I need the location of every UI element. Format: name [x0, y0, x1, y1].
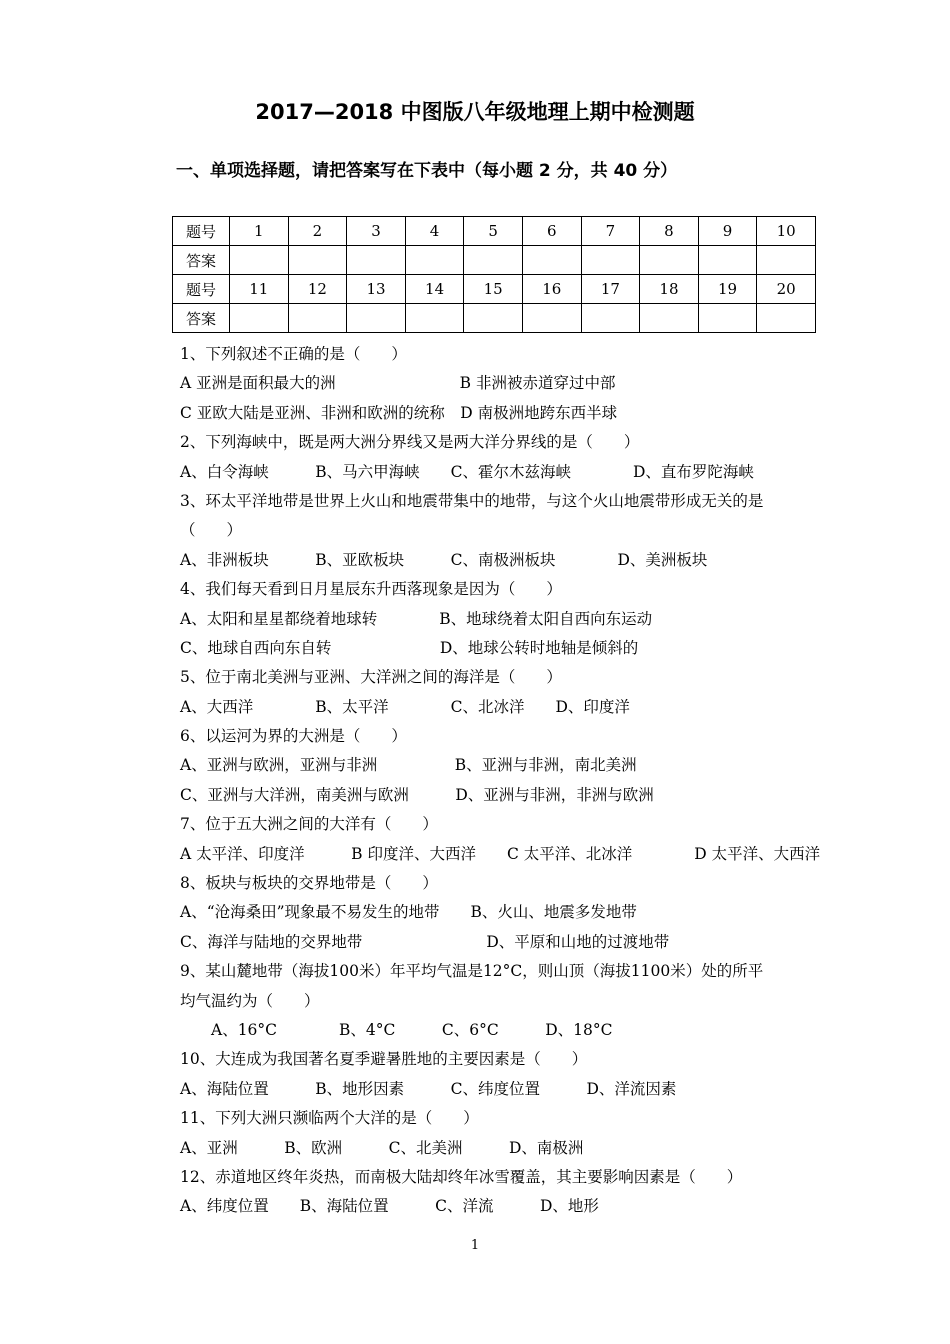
answer-cell[interactable]: [464, 246, 523, 275]
answer-table-row: [173, 246, 816, 275]
question-line: 3、环太平洋地带是世界上火山和地震带集中的地带，与这个火山地震带形成无关的是: [180, 491, 764, 510]
answer-cell[interactable]: [640, 246, 699, 275]
question-line: A、白令海峡 B、马六甲海峡 C、霍尔木兹海峡 D、直布罗陀海峡: [180, 462, 754, 481]
answer-cell[interactable]: [640, 304, 699, 333]
question-line: 6、以运河为界的大洲是（ ）: [180, 727, 407, 746]
answer-cell[interactable]: [230, 304, 289, 333]
question-line: A、亚洲与欧洲，亚洲与非洲 B、亚洲与非洲，南北美洲: [180, 756, 637, 775]
question-line: A、亚洲 B、欧洲 C、北美洲 D、南极洲: [180, 1138, 584, 1157]
question-number-cell: 14: [405, 275, 464, 304]
question-number-cell: 19: [698, 275, 757, 304]
question-line: A、大西洋 B、太平洋 C、北冰洋 D、印度洋: [180, 697, 630, 716]
question-number-cell: 3: [347, 217, 406, 246]
question-list: [180, 340, 820, 1222]
question-line: 4、我们每天看到日月星辰东升西落现象是因为（ ）: [180, 580, 562, 599]
question-number-cell: 10: [757, 217, 816, 246]
answer-cell[interactable]: [698, 246, 757, 275]
answer-cell[interactable]: [581, 246, 640, 275]
question-line: A、纬度位置 B、海陆位置 C、洋流 D、地形: [180, 1197, 599, 1216]
question-number-cell: 20: [757, 275, 816, 304]
answer-cell[interactable]: [522, 304, 581, 333]
answer-cell[interactable]: [288, 246, 347, 275]
question-line: C、地球自西向东自转 D、地球公转时地轴是倾斜的: [180, 638, 639, 657]
answer-table-row: [173, 275, 816, 304]
answer-table-row-label: 答案: [173, 246, 230, 275]
answer-table-row-label: 答案: [173, 304, 230, 333]
answer-cell[interactable]: [698, 304, 757, 333]
question-number-cell: 9: [698, 217, 757, 246]
question-line: A、16°C B、4°C C、6°C D、18°C: [180, 1020, 613, 1039]
question-number-cell: 6: [522, 217, 581, 246]
question-number-cell: 2: [288, 217, 347, 246]
question-number-cell: 1: [230, 217, 289, 246]
page-number: 1: [470, 1238, 480, 1253]
question-line: 8、板块与板块的交界地带是（ ）: [180, 874, 438, 893]
exam-title: 2017—2018 中图版八年级地理上期中检测题: [255, 100, 695, 124]
answer-cell[interactable]: [347, 246, 406, 275]
question-number-cell: 8: [640, 217, 699, 246]
question-line: C、亚洲与大洋洲，南美洲与欧洲 D、亚洲与非洲，非洲与欧洲: [180, 785, 654, 804]
question-number-cell: 4: [405, 217, 464, 246]
question-line: A 亚洲是面积最大的洲 B 非洲被赤道穿过中部: [180, 374, 616, 393]
question-line: A 太平洋、印度洋 B 印度洋、大西洋 C 太平洋、北冰洋 D 太平洋、大西洋: [180, 844, 821, 863]
answer-cell[interactable]: [288, 304, 347, 333]
question-number-cell: 18: [640, 275, 699, 304]
question-line: 7、位于五大洲之间的大洋有（ ）: [180, 815, 438, 834]
question-line: 9、某山麓地带（海拔100米）年平均气温是12°C，则山顶（海拔1100米）处的所平: [180, 962, 764, 981]
question-line: 11、下列大洲只濒临两个大洋的是（ ）: [180, 1109, 479, 1128]
question-number-cell: 15: [464, 275, 523, 304]
question-line: C 亚欧大陆是亚洲、非洲和欧洲的统称 D 南极洲地跨东西半球: [180, 403, 618, 422]
answer-cell[interactable]: [405, 304, 464, 333]
question-line: 1、下列叙述不正确的是（ ）: [180, 345, 407, 363]
answer-table-row-label: 题号: [173, 217, 230, 246]
question-line: （ ）: [180, 521, 243, 540]
question-line: A、“沧海桑田”现象最不易发生的地带 B、火山、地震多发地带: [180, 903, 637, 922]
question-number-cell: 12: [288, 275, 347, 304]
question-number-cell: 5: [464, 217, 523, 246]
question-line: C、海洋与陆地的交界地带 D、平原和山地的过渡地带: [180, 932, 670, 951]
answer-cell[interactable]: [522, 246, 581, 275]
question-line: A、太阳和星星都绕着地球转 B、地球绕着太阳自西向东运动: [180, 609, 653, 628]
answer-table-row-label: 题号: [173, 275, 230, 304]
question-number-cell: 17: [581, 275, 640, 304]
answer-cell[interactable]: [464, 304, 523, 333]
question-line: 均气温约为（ ）: [180, 991, 320, 1010]
question-line: 12、赤道地区终年炎热，而南极大陆却终年冰雪覆盖，其主要影响因素是（ ）: [180, 1167, 743, 1186]
answer-cell[interactable]: [757, 304, 816, 333]
answer-cell[interactable]: [405, 246, 464, 275]
answer-cell[interactable]: [581, 304, 640, 333]
question-line: A、海陆位置 B、地形因素 C、纬度位置 D、洋流因素: [180, 1079, 677, 1098]
question-line: 5、位于南北美洲与亚洲、大洋洲之间的海洋是（ ）: [180, 668, 562, 687]
question-line: 10、大连成为我国著名夏季避暑胜地的主要因素是（ ）: [180, 1050, 588, 1069]
question-line: 2、下列海峡中，既是两大洲分界线又是两大洋分界线的是（ ）: [180, 433, 640, 452]
answer-table-row: [173, 304, 816, 333]
question-number-cell: 11: [230, 275, 289, 304]
question-number-cell: 16: [522, 275, 581, 304]
answer-cell[interactable]: [347, 304, 406, 333]
answer-cell[interactable]: [230, 246, 289, 275]
question-number-cell: 13: [347, 275, 406, 304]
answer-table: [172, 216, 816, 333]
answer-table-row: [173, 217, 816, 246]
answer-cell[interactable]: [757, 246, 816, 275]
question-number-cell: 7: [581, 217, 640, 246]
section-heading: 一、单项选择题，请把答案写在下表中（每小题 2 分，共 40 分）: [176, 161, 678, 181]
question-line: A、非洲板块 B、亚欧板块 C、南极洲板块 D、美洲板块: [180, 550, 708, 569]
